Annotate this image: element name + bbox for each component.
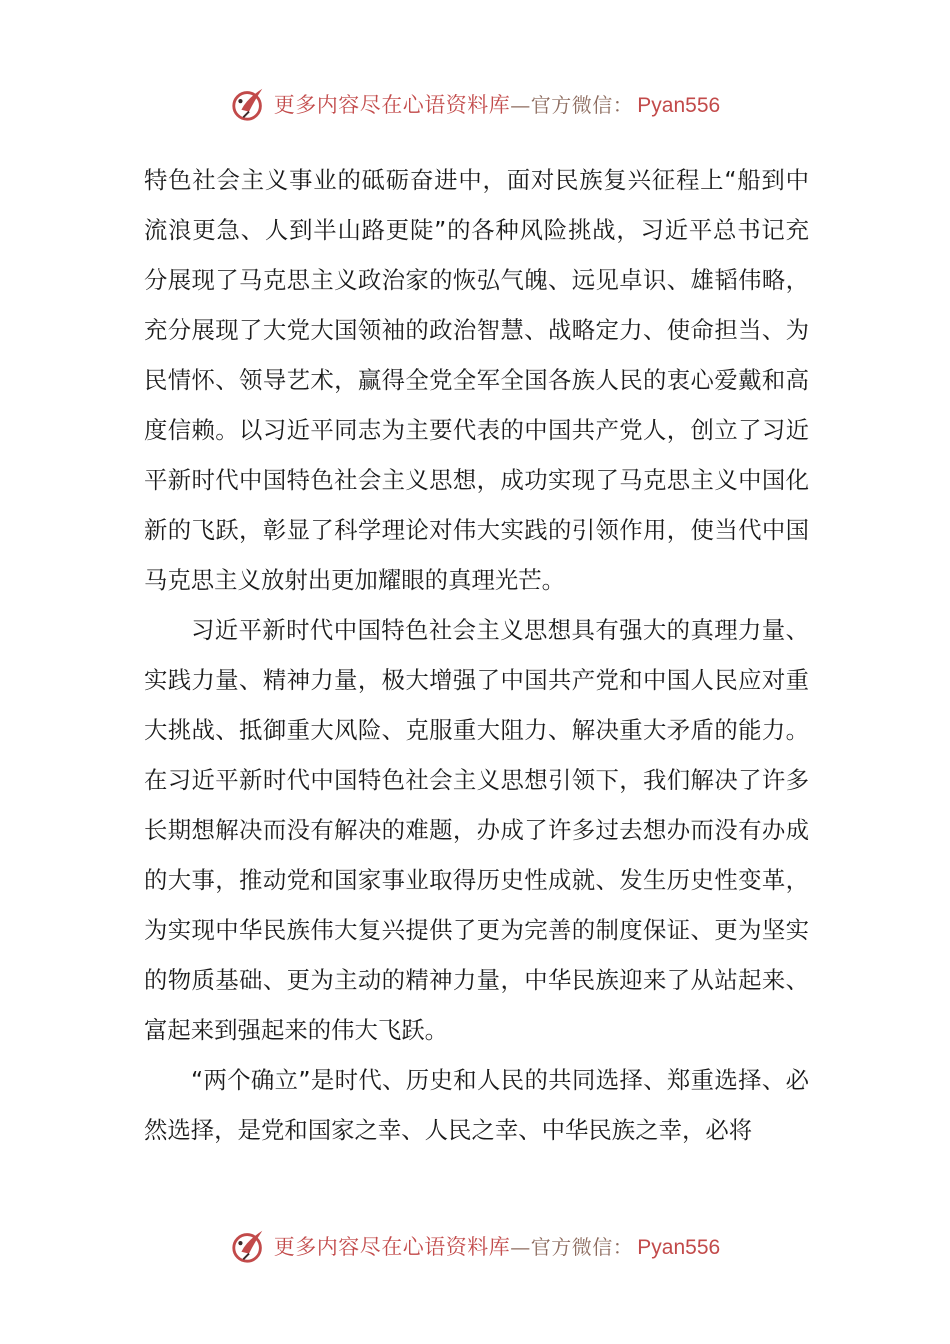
document-body <box>144 155 809 1155</box>
footer-banner <box>0 1224 950 1268</box>
footer-banner-wechat-label: 官方微信： <box>530 1235 634 1259</box>
quill-logo-icon <box>230 1227 268 1265</box>
paragraph-3: “两个确立”是时代、历史和人民的共同选择、郑重选择、必然选择，是党和国家之幸、人民之幸、中华民族之幸，必将 <box>144 1066 809 1144</box>
paragraph-1: 特色社会主义事业的砥砺奋进中，面对民族复兴征程上“船到中流浪更急、人到半山路更陡”的各种风险挑战，习近平总书记充分展现了马克思主义政治家的恢弘气魄、远见卓识、雄韬伟略，充分展现了大党大国领袖的政治智慧、战略定力、使命担当、为民情怀、领导艺术，赢得全党全军全国各族人民的衷心爱戴和高度信赖。以习近平同志为主要代表的中国共产党人，创立了习近平新时代中国特色社会主义思想，成功实现了马克思主义中国化新的飞跃，彰显了科学理论对伟大实践的引领作用，使当代中国马克思主义放射出更加耀眼的真理光芒。 <box>144 166 809 594</box>
banner-title: 更多内容尽在心语资料库 <box>273 93 511 117</box>
footer-banner-title: 更多内容尽在心语资料库 <box>273 1235 511 1259</box>
footer-banner-wechat-id: Pyan556 <box>637 1236 721 1259</box>
footer-banner-dash: — <box>510 1235 531 1259</box>
quill-logo-icon <box>230 85 268 123</box>
banner-wechat-id: Pyan556 <box>637 94 721 117</box>
header-banner <box>0 82 950 126</box>
banner-dash: — <box>510 93 531 117</box>
banner-wechat-label: 官方微信： <box>530 93 634 117</box>
paragraph-2: 习近平新时代中国特色社会主义思想具有强大的真理力量、实践力量、精神力量，极大增强了中国共产党和中国人民应对重大挑战、抵御重大风险、克服重大阻力、解决重大矛盾的能力。在习近平新时代中国特色社会主义思想引领下，我们解决了许多长期想解决而没有解决的难题，办成了许多过去想办而没有办成的大事，推动党和国家事业取得历史性成就、发生历史性变革，为实现中华民族伟大复兴提供了更为完善的制度保证、更为坚实的物质基础、更为主动的精神力量，中华民族迎来了从站起来、富起来到强起来的伟大飞跃。 <box>144 616 809 1044</box>
